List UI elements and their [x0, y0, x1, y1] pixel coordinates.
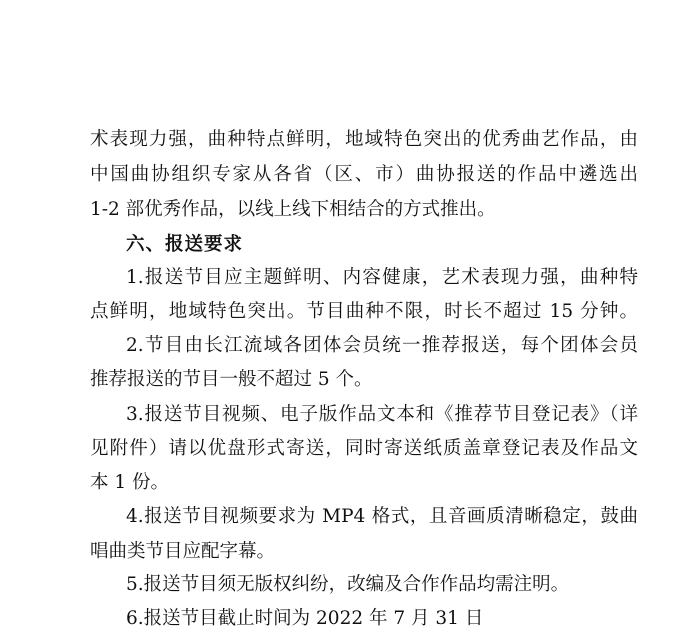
item-1-line-2: 点鲜明，地域特色突出。节目曲种不限，时长不超过 15 分钟。	[90, 301, 638, 322]
item-4-line-1: 4.报送节目视频要求为 MP4 格式，且音画质清晰稳定，鼓曲	[126, 506, 638, 527]
intro-line-1: 术表现力强，曲种特点鲜明，地域特色突出的优秀曲艺作品，由	[90, 129, 638, 150]
item-3-line-3: 本 1 份。	[90, 472, 170, 493]
intro-line-3: 1-2 部优秀作品，以线上线下相结合的方式推出。	[90, 199, 496, 220]
item-2-line-1: 2.节目由长江流域各团体会员统一推荐报送，每个团体会员	[126, 335, 638, 356]
item-3-line-2: 见附件）请以优盘形式寄送，同时寄送纸质盖章登记表及作品文	[90, 438, 638, 459]
item-3-line-1: 3.报送节目视频、电子版作品文本和《推荐节目登记表》（详	[126, 404, 638, 425]
section-heading: 六、报送要求	[126, 234, 244, 255]
item-4-line-2: 唱曲类节目应配字幕。	[90, 541, 276, 562]
item-1-line-1: 1.报送节目应主题鲜明、内容健康，艺术表现力强，曲种特	[126, 267, 638, 288]
item-6-line-1: 6.报送节目截止时间为 2022 年 7 月 31 日	[126, 608, 484, 629]
intro-line-2: 中国曲协组织专家从各省（区、市）曲协报送的作品中遴选出	[90, 164, 638, 185]
item-2-line-2: 推荐报送的节目一般不超过 5 个。	[90, 369, 373, 390]
item-5-line-1: 5.报送节目须无版权纠纷，改编及合作作品均需注明。	[126, 574, 570, 595]
